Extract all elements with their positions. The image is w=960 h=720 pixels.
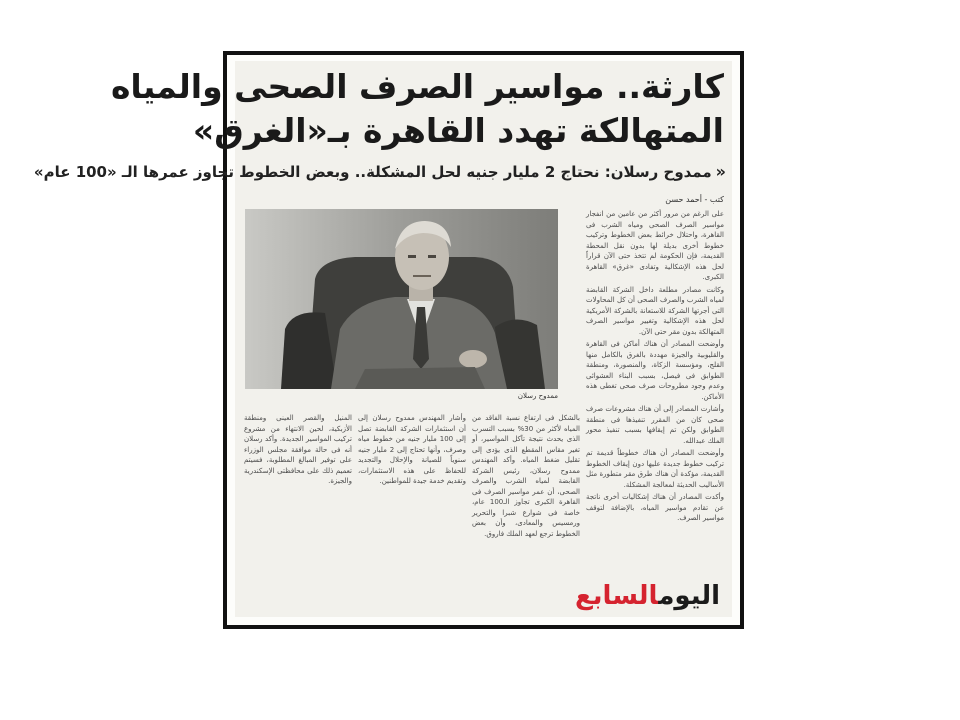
paragraph: على الرغم من مرور أكثر من عامين من انفجار مواسير الصرف الصحى ومياه الشرب فى القاهرة، واحتلال خرائط بعض الخطوط وتركيب خطوط أخرى بديلة لها بدون نقل المحطة القديمة، فإن الحكومة لم تتخذ حتى الآن قراراً لحل هذه الإشكالية وتفادى «غرق» القاهرة الكبرى. — [586, 210, 724, 281]
logo-word-1: اليوم — [658, 581, 720, 611]
paragraph: وكانت مصادر مطلعة داخل الشركة القابضة لمياه الشرب والصرف الصحى أن كل المحاولات التى أجرتها الشركة للاستعانة بالشركة الأمريكية لحل هذه الإشكالية وتغيير مواسير الصرف المتهالكة بدون مقر حتى الآن. — [586, 285, 724, 336]
paragraph: وأوضحت المصادر أن هناك خطوطاً قديمة تم تركيب خطوط جديدة عليها دون إيقاف الخطوط القديمة، مؤكدة أن هناك طرق مقر متطورة مثل الأساليب الحديثة لمعالجة المشكلة. — [586, 449, 724, 489]
subhead-marker: « — [715, 162, 726, 181]
headline-line-2: المتهالكة تهدد القاهرة بـ«الغرق» — [192, 111, 724, 150]
paragraph: وأشارت المصادر إلى أن هناك مشروعات صرف صحى كان من المقرر تنفيذها فى منطقة الطوابق ولكن تم إيقافها بسبب تنفيذ محور الملك عبدالله. — [586, 405, 724, 445]
paragraph: وأوضحت المصادر أن هناك أماكن فى القاهرة والقليوبية والجيزة مهددة بالغرق بالكامل منها القلج، ومؤسسة الزكاة، والمنصورة، ومنطقة الطوابق فى فيصل، بسبب البناء العشوائى وعدم وجود مطروحات صرف صحى تغطى هذه الأماكن. — [586, 340, 724, 401]
article-body-column: وأشار المهندس ممدوح رسلان إلى أن استثمارات الشركة القابضة تصل إلى 100 مليار جنيه من خطوط مياه وصرف، وأنها تحتاج إلى 2 مليار جنيه سنوياً للصيانة والإحلال والتجديد للحفاظ على هذه الاستثمارات، وتقديم خدمة جيدة للمواطنين. — [358, 414, 466, 485]
article-frame — [33, 51, 744, 629]
headline-line-1: كارثة.. مواسير الصرف الصحى والمياه — [110, 67, 724, 106]
man-seated-in-chair-photo — [245, 209, 558, 389]
subheadline — [33, 162, 726, 182]
article-body-column: المنيل والقصر العينى ومنطقة الأزبكية، لحين الانتهاء من مشروع تركيب المواسير الجديدة. وأكد رسلان أنه فى حالة موافقة مجلس الوزراء على توفير المبالغ المطلوبة، فسيتم تعميم ذلك على محافظتى الإسكندرية والجيزة. — [244, 414, 352, 485]
subhead-text: ممدوح رسلان: نحتاج 2 مليار جنيه لحل المشكلة.. وبعض الخطوط تجاوز عمرها الـ «100 عام» — [33, 163, 712, 181]
newspaper-logo — [575, 579, 720, 613]
byline: كتب - أحمد حسن — [665, 195, 724, 204]
article-photo — [245, 209, 558, 389]
article-body-column: بالشكل فى ارتفاع نسبة الفاقد من المياه لأكثر من 30% بسبب التسرب الذى يحدث نتيجة تآكل المواسير، أو تغير مقاس المقطع الذى يؤدى إلى تقليل ضغط المياه. وأكد المهندس ممدوح رسلان، رئيس الشركة القابضة لمياه الشرب والصرف الصحى، أن عمر مواسير الصرف فى القاهرة الكبرى تجاوز الـ100 عام، خاصة فى شوارع شبرا والتحرير ورمسيس والمعادى، وأن بعض الخطوط ترجع لعهد الملك فاروق. — [472, 414, 580, 538]
newspaper-clipping — [33, 61, 732, 617]
paragraph: وأكدت المصادر أن هناك إشكاليات أخرى ناتجة عن تقادم مواسير المياه، بالإضافة لتوقف مواسير الصرف. — [586, 493, 724, 522]
photo-caption: ممدوح رسلان — [517, 392, 558, 400]
logo-word-2: السابع — [575, 581, 659, 611]
article-body-right-column — [586, 209, 724, 589]
